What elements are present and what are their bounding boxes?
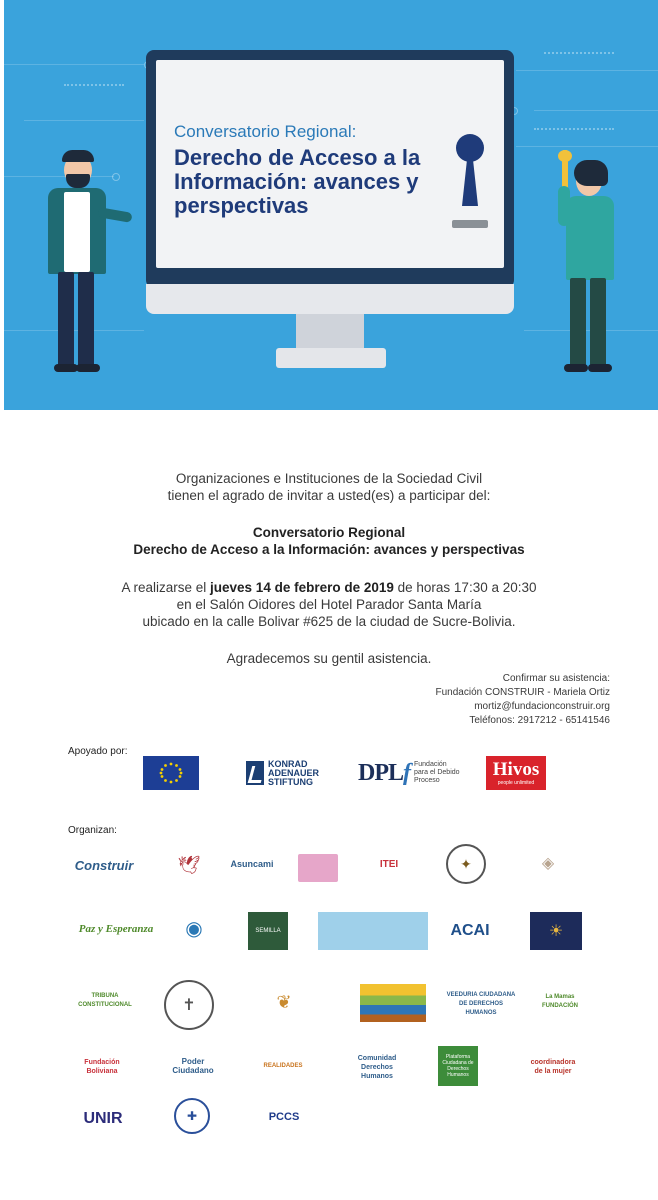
monitor-bezel [146, 284, 514, 314]
fundacion-boliviana-logo: Fundación Boliviana [84, 1059, 120, 1075]
mamas-logo: La Mamas FUNDACIÓN [542, 994, 578, 1009]
address-line: ubicado en la calle Bolivar #625 de la ciudad de Sucre-Bolivia. [142, 614, 516, 629]
construir-logo: Construir [74, 857, 134, 873]
event-name-block [0, 524, 658, 558]
dplf-text: Fundación para el Debido Proceso [414, 761, 460, 784]
konrad-adenauer-logo [246, 756, 328, 790]
org-logo-feathers [244, 986, 324, 1018]
eu-stars-icon [156, 761, 186, 785]
confirm-phones: Teléfonos: 2917212 - 65141546 [469, 715, 610, 726]
date-suffix: de horas 17:30 a 20:30 [393, 580, 537, 595]
woman-leg [590, 278, 606, 366]
hivos-tagline: people unlimited [497, 780, 535, 786]
keyhole-bar [452, 220, 488, 228]
invitation-intro [0, 470, 658, 504]
veeduria-logo: VEEDURIA CIUDADANA DE DERECHOS HUMANOS [446, 991, 516, 1016]
event-line: Derecho de Acceso a la Información: avances y perspectivas [133, 542, 525, 557]
intro-line: tienen el agrado de invitar a usted(es) a participar del: [167, 488, 491, 503]
org-logo-dove [164, 846, 214, 884]
confirm-label: Confirmar su asistencia: [502, 673, 610, 684]
dplf-logo [358, 756, 468, 790]
circuit-line [24, 120, 144, 121]
event-date: jueves 14 de febrero de 2019 [210, 580, 394, 595]
woman-arm [558, 186, 570, 226]
coordinadora-mujer-logo: coordinadora de la mujer [530, 1059, 576, 1075]
circle-icon: ◉ [185, 917, 203, 940]
unir-logo: UNIR [83, 1109, 123, 1127]
monitor-screen [156, 60, 504, 268]
woman-sweater [566, 196, 614, 280]
pccs-logo: PCCS [268, 1110, 300, 1123]
konrad-adenauer-text: KONRAD ADENAUER STIFTUNG [268, 758, 320, 787]
venue-line: en el Salón Oidores del Hotel Parador Santa María [176, 597, 482, 612]
event-banner [4, 0, 658, 410]
man-leg [58, 272, 74, 366]
org-logo-emblem [174, 1098, 210, 1134]
supported-by-label: Apoyado por: [68, 746, 128, 757]
hivos-name: Hivos [492, 759, 540, 780]
seal-icon: ✦ [460, 855, 472, 872]
woman-illustration [552, 150, 632, 380]
woman-hair [574, 160, 608, 186]
man-shoe [76, 364, 100, 372]
feather-icon: ❦ [276, 991, 292, 1012]
org-logo-circle [174, 906, 214, 952]
semilla-logo: SEMILLA [248, 912, 288, 950]
circuit-line [4, 64, 144, 65]
circuit-line [534, 110, 658, 111]
woman-leg [570, 278, 586, 366]
woman-shoe [588, 364, 612, 372]
man-beard [66, 174, 90, 188]
man-shoe [54, 364, 78, 372]
org-logo-sun [530, 912, 582, 950]
circuit-dots [64, 84, 124, 91]
event-line: Conversatorio Regional [252, 525, 406, 540]
man-illustration [44, 150, 144, 380]
key-icon-bow [558, 150, 572, 162]
org-logo-catholic [164, 980, 214, 1030]
banner-title: Derecho de Acceso a la Información: avances y perspectivas [174, 145, 421, 218]
confirm-block [400, 672, 610, 728]
cross-icon: ✝ [182, 996, 196, 1014]
keyhole-icon-slot [462, 154, 478, 206]
thanks-block [0, 650, 658, 667]
organizers-label: Organizan: [68, 825, 117, 836]
confirm-email[interactable]: mortiz@fundacionconstruir.org [474, 701, 610, 712]
event-details [0, 579, 658, 630]
woman-shoe [564, 364, 588, 372]
sun-icon: ☀ [548, 922, 564, 940]
acai-logo: ACAI [450, 921, 490, 939]
thanks-line: Agradecemos su gentil asistencia. [226, 651, 432, 666]
itei-logo: ITEI [379, 858, 399, 870]
hivos-logo [486, 756, 546, 790]
org-logo-people [298, 854, 338, 882]
man-shirt [64, 192, 90, 272]
plataforma-logo: Plataforma Ciudadana de Derechos Humanos [438, 1046, 478, 1086]
circuit-line [516, 146, 658, 147]
comunidad-ddhh-logo: Comunidad Derechos Humanos [357, 1054, 397, 1080]
konrad-adenauer-mark [246, 761, 264, 785]
man-hair [62, 150, 94, 162]
emblem-icon: ✚ [186, 1108, 198, 1123]
asuncami-logo: Asuncami [230, 858, 274, 869]
paz-esperanza-logo: Paz y Esperanza [78, 922, 154, 935]
org-logo-landscape [360, 984, 426, 1022]
org-logo-seal [446, 844, 486, 884]
banner-subtitle: Conversatorio Regional: [174, 122, 357, 141]
confirm-contact: Fundación CONSTRUIR - Mariela Ortiz [435, 687, 610, 698]
date-line [0, 579, 658, 596]
circuit-dots [544, 52, 614, 59]
map-icon: ◈ [541, 854, 555, 872]
tribuna-constitucional-logo: TRIBUNA CONSTITUCIONAL [78, 993, 132, 1008]
org-logo-association [318, 912, 428, 950]
dplf-mark: DPLf [358, 759, 410, 786]
org-logo-map [518, 846, 578, 880]
dove-icon: 🕊 [177, 854, 201, 875]
circuit-dots [534, 128, 614, 135]
monitor [146, 50, 514, 288]
intro-line: Organizaciones e Instituciones de la Sociedad Civil [175, 471, 483, 486]
realidades-logo: REALIDADES [263, 1062, 303, 1069]
eu-flag-logo [143, 756, 199, 790]
date-prefix: A realizarse el [121, 580, 211, 595]
man-leg [78, 272, 94, 366]
poder-ciudadano-logo: Poder Ciudadano [172, 1057, 214, 1075]
circuit-line [516, 70, 658, 71]
monitor-base [276, 348, 386, 368]
